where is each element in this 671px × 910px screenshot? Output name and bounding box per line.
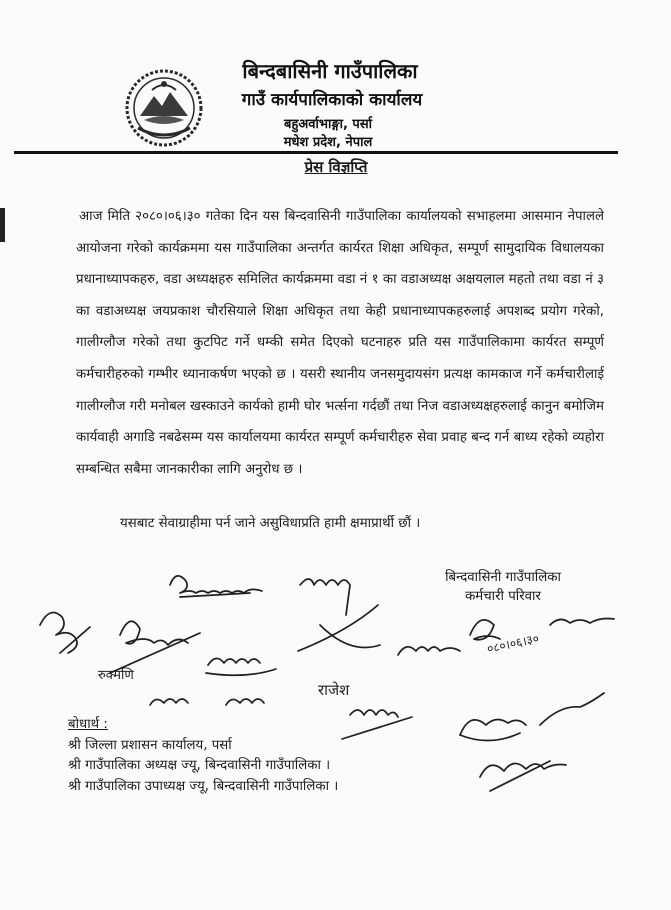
signature-6 (150, 699, 264, 705)
signature-2 (170, 576, 262, 597)
scan-edge-mark (0, 208, 5, 242)
signature-4 (298, 579, 380, 651)
cc-block (68, 715, 468, 797)
header-divider (14, 151, 618, 154)
sender-line-1: बिन्दवासिनी गाउँपालिका (445, 570, 561, 585)
address-line-1: बहुअर्वाभाङ्गा, पर्सा (284, 117, 372, 132)
cc-item: श्री जिल्ला प्रशासन कार्यालय, पर्सा (68, 737, 232, 753)
sender-line-2: कर्मचारी परिवार (465, 589, 541, 604)
signature-9 (460, 693, 604, 741)
signature-name-2: राजेश (318, 681, 350, 699)
address-line-2: मधेश प्रदेश, नेपाल (283, 135, 373, 150)
nepal-government-emblem-icon (124, 68, 204, 148)
body-paragraph: आज मिति २०८०।०६।३० गतेका दिन यस बिन्दवासिनी गाउँपालिका कार्यालयको सभाहलमा आसमान नेपालले आयोजना गरेको कार्यक्रममा यस गाउँपालिका अन्तर्गत कार्यरत शिक्षा अधिकृत, सम्पूर्ण सामुदायिक विधालयका प्रधानाध्यापकहरु, वडा अध्यक्षहरु समिलित कार्यक्रममा वडा नं १ का वडाअध्यक्ष अक्षयलाल महतो तथा वडा नं ३ का वडाअध्यक्ष जयप्रकाश चौरसियाले शिक्षा अधिकृत तथा केही प्रधानाध्यापकहरुलाई अपशब्द प्रयोग गरेको, गालीग्लौज गरेको तथा कुटपिट गर्ने धम्की समेत दिएको घटनाहरु प्रति यस गाउँपालिकामा कार्यरत सम्पूर्ण कर्मचारीहरुको गम्भीर ध्यानाकर्षण भएको छ । यसरी स्थानीय जनसमुदायसंग प्रत्यक्ष कामकाज गर्ने कर्मचारीलाई गालीग्लौज गरी मनोबल खस्काउने कार्यको हामी घोर भर्त्सना गर्दछौं तथा निज वडाअध्यक्षहरुलाई कानुन बमोजिम कार्यवाही अगाडि नबढेसम्म यस कार्यालयमा कार्यरत सम्पूर्ण कर्मचारीहरु सेवा प्रवाह बन्द गर्न बाध्य रहेको व्यहोरा सम्बन्धित सबैमा जानकारीका लागि अनुरोध छ । (76, 209, 604, 477)
cc-heading: बोधार्थ : (68, 717, 108, 732)
signature-3 (110, 621, 200, 673)
signature-1 (40, 613, 90, 654)
signature-date: ०८०।०६।३० (485, 631, 541, 656)
cc-item: श्री गाउँपालिका अध्यक्ष ज्यू, बिन्दवासिनी गाउँपालिका । (68, 758, 331, 773)
municipality-name: बिन्दबासिनी गाउँपालिका (242, 59, 418, 83)
document-title: प्रेस विज्ञप्ति (304, 158, 368, 176)
office-name: गाउँ कार्यपालिकाको कार्यालय (241, 90, 423, 110)
apology-line: यसबाट सेवाग्राहीमा पर्न जाने असुविधाप्रति हामी क्षमाप्रार्थी छौं । (120, 516, 421, 531)
signature-name-1: रुक्मणि (98, 668, 134, 683)
signature-10 (480, 761, 566, 791)
signature-5 (206, 658, 276, 675)
cc-item: श्री गाउँपालिका उपाध्यक्ष ज्यू, बिन्दवासिनी गाउँपालिका । (68, 778, 339, 794)
